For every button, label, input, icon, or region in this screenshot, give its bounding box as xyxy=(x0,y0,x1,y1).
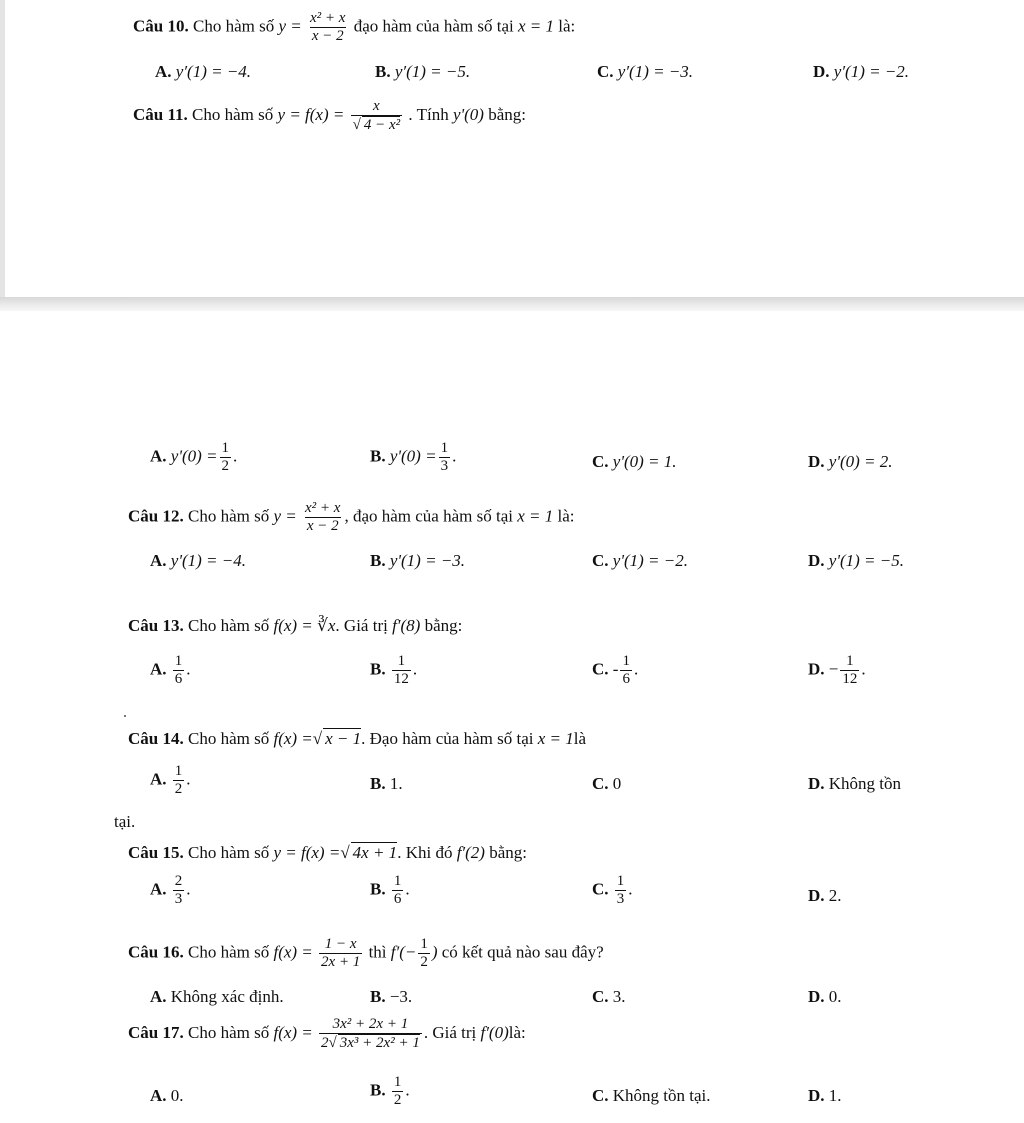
option-tail: . xyxy=(405,1080,410,1100)
option-letter: C. xyxy=(592,659,609,679)
fraction-denominator: 6 xyxy=(393,891,402,908)
option-letter: A. xyxy=(150,769,167,789)
question-text: Cho hàm số xyxy=(187,843,270,862)
option-a[interactable] xyxy=(150,1086,184,1106)
question-text: Cho hàm số xyxy=(192,105,274,125)
question-12 xyxy=(128,500,575,536)
option-sign: − xyxy=(828,659,839,679)
option-letter: B. xyxy=(370,659,386,679)
option-lhs: y'(0) = xyxy=(170,446,218,466)
option-fraction xyxy=(620,653,632,689)
option-a[interactable] xyxy=(150,873,191,909)
option-value: 0 xyxy=(612,774,622,793)
question-15: Câu 15. Cho hàm số y = f(x) =√ 4x + 1. Khi đó f′(2) bằng: xyxy=(128,843,527,862)
option-c[interactable] xyxy=(592,774,621,794)
option-tail: . xyxy=(186,769,191,789)
question-text: là: xyxy=(508,1023,526,1043)
function-fraction xyxy=(303,500,342,536)
fraction-numerator: 1 xyxy=(174,653,183,669)
fraction-denominator: √ 4 − x² xyxy=(352,117,401,134)
question-16 xyxy=(128,936,604,972)
option-c[interactable] xyxy=(592,452,677,472)
option-letter: A. xyxy=(150,446,167,466)
question-text: thì xyxy=(368,942,387,962)
option-value: y′(1) = −5. xyxy=(394,62,471,81)
fraction-denominator: 2√ 3x³ + 2x² + 1 xyxy=(321,1035,420,1052)
option-c[interactable] xyxy=(597,62,693,82)
fraction-numerator: x² + x xyxy=(310,10,346,26)
question-label: Câu 15. xyxy=(128,843,184,862)
radicand: x − 1 xyxy=(325,729,362,748)
option-b[interactable] xyxy=(370,987,412,1007)
option-b[interactable] xyxy=(370,1074,410,1110)
option-fraction xyxy=(173,763,185,799)
fraction-numerator: 1 xyxy=(616,873,625,889)
option-fraction xyxy=(615,873,627,909)
question-10 xyxy=(133,10,575,46)
fraction-numerator: 1 xyxy=(622,653,630,669)
option-lhs: y'(0) = xyxy=(389,446,437,466)
option-b[interactable] xyxy=(370,653,417,689)
option-letter: B. xyxy=(370,987,386,1006)
question-label: Câu 11. xyxy=(133,105,188,125)
fraction-denominator: 6 xyxy=(174,671,183,688)
option-letter: C. xyxy=(592,987,609,1006)
question-label: Câu 16. xyxy=(128,942,184,962)
option-letter: B. xyxy=(375,62,391,81)
function-lhs: f(x) = xyxy=(273,1023,313,1043)
target: f′(2) xyxy=(456,843,485,862)
option-value: y'(0) = 1. xyxy=(612,452,677,471)
option-value: y'(1) = −5. xyxy=(828,551,904,570)
option-letter: C. xyxy=(592,1086,609,1105)
option-letter: D. xyxy=(808,452,825,471)
option-value: 0. xyxy=(170,1086,184,1105)
fraction-denominator: 2 xyxy=(174,781,183,798)
option-tail: . xyxy=(452,446,457,466)
option-letter: B. xyxy=(370,551,386,570)
option-letter: D. xyxy=(808,886,825,905)
fraction-numerator: 1 xyxy=(440,440,449,456)
option-value: 1. xyxy=(828,1086,842,1105)
point: x = 1 xyxy=(517,506,554,526)
option-a[interactable] xyxy=(150,440,237,476)
option-value: y'(1) = −4. xyxy=(170,551,246,570)
option-letter: A. xyxy=(150,659,167,679)
option-value: y′(1) = −4. xyxy=(175,62,252,81)
fraction-numerator: 1 xyxy=(221,440,230,456)
option-d[interactable] xyxy=(808,987,842,1007)
option-letter: B. xyxy=(370,879,386,899)
question-text: . Giá trị xyxy=(335,616,388,635)
fraction-numerator: 1 xyxy=(174,763,183,779)
page-top xyxy=(0,0,1024,297)
function-lhs: f(x) = xyxy=(273,729,313,748)
question-text: . Khi đó xyxy=(397,843,453,862)
question-text: là xyxy=(573,729,587,748)
option-letter: C. xyxy=(597,62,614,81)
option-b[interactable] xyxy=(375,62,470,82)
fraction-denominator: 6 xyxy=(622,671,630,688)
option-value: y'(1) = −2. xyxy=(612,551,688,570)
option-value: Không tồn tại. xyxy=(612,1086,711,1105)
radicand: 3x³ + 2x² + 1 xyxy=(339,1035,420,1052)
question-text: Cho hàm số xyxy=(187,729,270,748)
fraction-denominator: 2 xyxy=(221,458,230,475)
function-lhs: y = f(x) = xyxy=(277,105,345,125)
question-text: Cho hàm số xyxy=(187,506,270,526)
option-d[interactable] xyxy=(808,653,866,689)
fraction-numerator: 1 xyxy=(397,653,406,669)
option-fraction xyxy=(173,653,185,689)
option-letter: A. xyxy=(150,879,167,899)
option-value: 2. xyxy=(828,886,842,905)
question-text: Cho hàm số xyxy=(187,1023,270,1043)
option-c[interactable] xyxy=(592,987,626,1007)
question-text: là: xyxy=(557,506,575,526)
option-letter: C. xyxy=(592,551,609,570)
option-letter: B. xyxy=(370,446,386,466)
question-text: Cho hàm số xyxy=(187,616,270,635)
option-fraction xyxy=(392,1074,404,1110)
option-value: y'(0) = 2. xyxy=(828,452,893,471)
option-tail: . xyxy=(861,659,866,679)
fraction-denominator: 3 xyxy=(440,458,449,475)
fraction-numerator: 1 − x xyxy=(324,936,357,952)
question-17 xyxy=(128,1016,526,1053)
option-d[interactable] xyxy=(808,774,901,794)
radicand: 4x + 1 xyxy=(352,843,398,862)
question-text: có kết quả nào sau đây? xyxy=(441,942,604,962)
fraction-numerator: 1 xyxy=(393,873,402,889)
option-value: 3. xyxy=(612,987,626,1006)
question-text: , đạo hàm của hàm số tại xyxy=(344,506,513,526)
option-tail: . xyxy=(412,659,418,679)
option-fraction xyxy=(840,653,859,689)
option-d[interactable] xyxy=(808,452,893,472)
option-letter: C. xyxy=(592,452,609,471)
fraction-numerator: 1 xyxy=(420,936,428,952)
option-b[interactable] xyxy=(370,440,456,476)
option-letter: A. xyxy=(150,1086,167,1105)
option-fraction xyxy=(173,873,185,909)
fraction-denominator: x − 2 xyxy=(311,28,344,45)
fraction-numerator: 3x² + 2x + 1 xyxy=(332,1016,409,1032)
option-d[interactable] xyxy=(808,886,842,906)
question-label: Câu 13. xyxy=(128,616,184,635)
option-d[interactable] xyxy=(808,551,904,571)
function-lhs: y = xyxy=(278,16,302,36)
question-label: Câu 17. xyxy=(128,1023,184,1043)
target: f′(0) xyxy=(480,1023,509,1043)
question-text: bằng: xyxy=(424,616,463,635)
point: x = 1 xyxy=(537,729,574,748)
option-letter: C. xyxy=(592,774,609,793)
option-c[interactable] xyxy=(592,1086,711,1106)
option-letter: C. xyxy=(592,879,609,899)
option-letter: D. xyxy=(808,987,825,1006)
option-a[interactable] xyxy=(150,763,191,799)
option-c[interactable] xyxy=(592,551,688,571)
option-tail: . xyxy=(186,879,191,899)
option-value: 1. xyxy=(389,774,403,793)
fraction-denominator: 12 xyxy=(842,671,858,688)
option-fraction xyxy=(220,440,232,476)
option-value: −3. xyxy=(389,987,413,1006)
option-tail: . xyxy=(633,659,639,679)
fraction-denominator: 12 xyxy=(393,671,409,688)
option-value: y′(1) = −2. xyxy=(833,62,910,81)
target-lhs: f′(− xyxy=(390,942,417,962)
function-lhs: y = xyxy=(273,506,297,526)
function: f(x) = ∛x xyxy=(273,616,336,635)
fraction-denominator: x − 2 xyxy=(306,518,339,535)
fraction-denominator: 3 xyxy=(616,891,625,908)
option-sign: - xyxy=(612,659,619,679)
option-tail: . xyxy=(233,446,238,466)
option-tail: . xyxy=(628,879,633,899)
option-letter: D. xyxy=(808,659,825,679)
function-lhs: y = f(x) = xyxy=(273,843,341,862)
option-c[interactable] xyxy=(592,653,638,689)
fraction-numerator: x² + x xyxy=(305,500,341,516)
fraction-denominator: 3 xyxy=(174,891,183,908)
option-letter: A. xyxy=(155,62,172,81)
question-text: đạo hàm của hàm số tại xyxy=(353,16,514,36)
fraction-denominator: 2 xyxy=(420,954,428,971)
option-b[interactable] xyxy=(370,551,465,571)
fraction-numerator: 2 xyxy=(174,873,183,889)
function-fraction xyxy=(319,1016,422,1053)
option-letter: D. xyxy=(808,551,825,570)
question-14: Câu 14. Cho hàm số f(x) =√ x − 1. Đạo hàm của hàm số tại x = 1là xyxy=(128,729,587,748)
option-letter: B. xyxy=(370,1080,386,1100)
option-d-wrap: tại. xyxy=(114,812,136,831)
option-value: Không tồn xyxy=(828,774,902,793)
option-letter: B. xyxy=(370,774,386,793)
question-text: bằng: xyxy=(489,843,527,862)
target-rhs: ) xyxy=(431,942,438,962)
option-letter: D. xyxy=(813,62,830,81)
option-letter: D. xyxy=(808,774,825,793)
option-d[interactable] xyxy=(813,62,909,82)
option-a[interactable] xyxy=(150,653,191,689)
option-b[interactable] xyxy=(370,774,403,794)
question-text: Cho hàm số xyxy=(187,942,270,962)
option-value: y'(1) = −3. xyxy=(389,551,466,570)
option-fraction xyxy=(392,653,411,689)
denominator-coefficient: 2 xyxy=(321,1035,329,1052)
option-c[interactable] xyxy=(592,873,633,909)
option-a[interactable] xyxy=(155,62,251,82)
option-b[interactable] xyxy=(370,873,410,909)
point: x = 1 xyxy=(517,16,554,36)
function-lhs: f(x) = xyxy=(273,942,313,962)
function-fraction xyxy=(308,10,347,46)
target: f′(8) xyxy=(392,616,421,635)
stray-dot xyxy=(124,715,126,717)
target-fraction xyxy=(418,936,430,972)
option-fraction xyxy=(439,440,451,476)
option-value: 0. xyxy=(828,987,842,1006)
question-text: . Đạo hàm của hàm số tại xyxy=(361,729,534,748)
option-a[interactable] xyxy=(150,987,284,1007)
option-tail: . xyxy=(405,879,410,899)
page-divider xyxy=(0,297,1024,311)
question-label: Câu 10. xyxy=(133,16,189,36)
question-13 xyxy=(128,616,462,636)
fraction-numerator: 1 xyxy=(393,1074,402,1090)
option-value: Không xác định. xyxy=(170,987,284,1006)
question-text: Cho hàm số xyxy=(192,16,275,36)
question-11 xyxy=(133,98,526,135)
question-text: . Tính xyxy=(408,105,449,125)
radicand: 4 − x² xyxy=(363,117,401,134)
fraction-denominator: 2 xyxy=(393,1092,402,1109)
function-fraction xyxy=(351,98,403,135)
question-text: bằng: xyxy=(488,105,526,125)
question-label: Câu 12. xyxy=(128,506,184,526)
question-text: . Giá trị xyxy=(423,1023,477,1043)
question-text: là: xyxy=(558,16,576,36)
question-label: Câu 14. xyxy=(128,729,184,748)
option-letter: D. xyxy=(808,1086,825,1105)
fraction-numerator: x xyxy=(373,98,380,114)
option-letter: A. xyxy=(150,987,167,1006)
function-fraction xyxy=(319,936,362,972)
option-value: y′(1) = −3. xyxy=(617,62,694,81)
option-d[interactable] xyxy=(808,1086,842,1106)
option-letter: A. xyxy=(150,551,167,570)
fraction-denominator: 2x + 1 xyxy=(321,954,361,971)
option-tail: . xyxy=(186,659,191,679)
target: y'(0) xyxy=(452,105,484,125)
option-fraction xyxy=(392,873,404,909)
fraction-numerator: 1 xyxy=(846,653,854,669)
option-a[interactable] xyxy=(150,551,246,571)
